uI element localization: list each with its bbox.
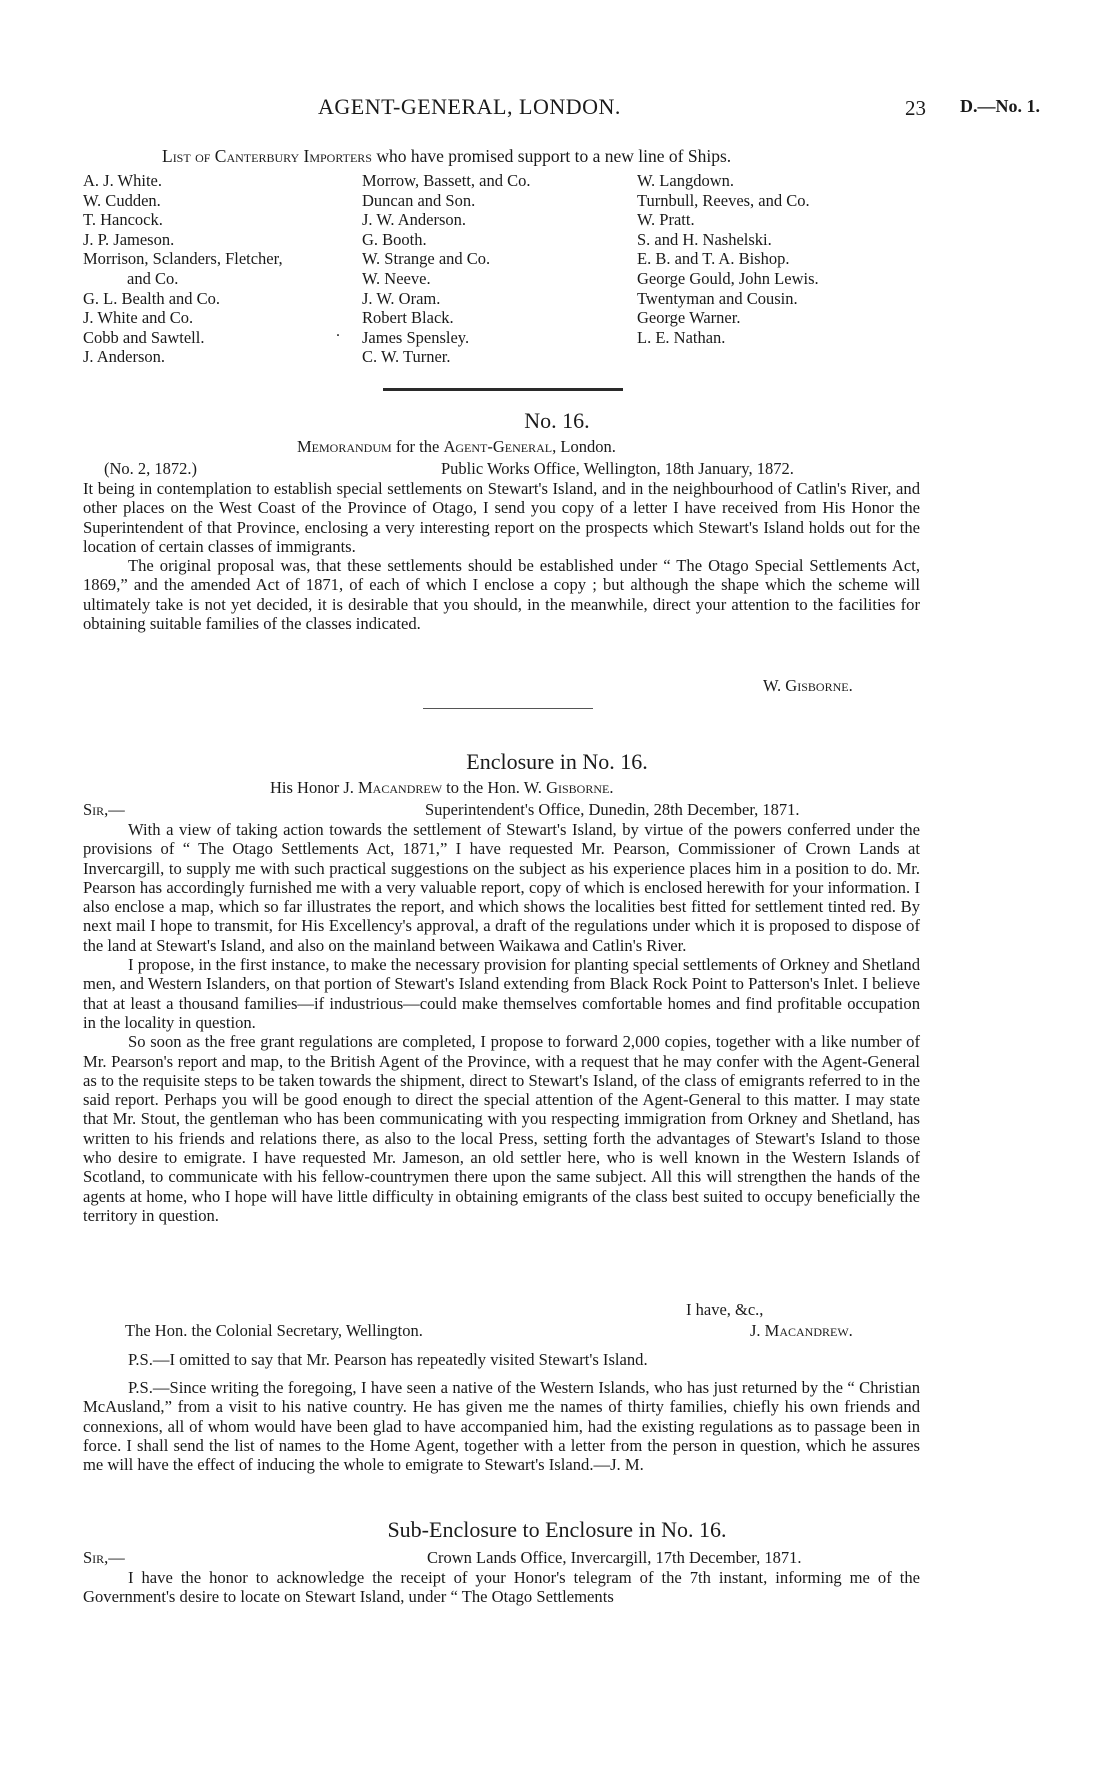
importer-name: J. W. Oram. xyxy=(362,288,441,308)
subenclosure-body xyxy=(83,1568,920,1607)
no16-body xyxy=(83,479,920,633)
enclosure-paragraph-2: I propose, in the first instance, to make the necessary provision for planting special settlements of Orkney and Shetland men, and Western Islanders, on that portion of Stewart's Island extending from Black Rock Point to Patterson's Inlet. I believe that at least a thousand families—if industrious—could make themselves comfortable homes and find profitable occupation in the locality in question. xyxy=(83,955,920,1032)
subenclosure-paragraph-1: I have the honor to acknowledge the receipt of your Honor's telegram of the 7th instant, informing me of the Government's desire to locate on Stewart Island, under “ The Otago Settlements xyxy=(83,1568,920,1607)
importer-name: E. B. and T. A. Bishop. xyxy=(637,249,790,269)
importer-name: T. Hancock. xyxy=(83,210,163,230)
importer-name: George Gould, John Lewis. xyxy=(637,268,819,288)
importer-name: Twentyman and Cousin. xyxy=(637,288,798,308)
enclosure-postscript-2: P.S.—Since writing the foregoing, I have seen a native of the Western Islands, who has just returned by the “ Christian McAusland,” from a visit to his native country. He has given me the names of thirty families, chiefly his own friends and connexions, all of whom would have been glad to have accompanied him, had the existing regulations as to passage been in force. I shall send the list of names to the Home Agent, together with a letter from the person in question, which he assures me will have the effect of inducing the whole to emigrate to Stewart's Island.—J. M. xyxy=(83,1378,920,1475)
enclosure-sub-b: to the Hon. W. xyxy=(446,778,542,797)
list-title-prefix: List of xyxy=(162,146,211,166)
importer-name: Robert Black. xyxy=(362,308,454,328)
enclosure-closing: I have, &c., xyxy=(686,1300,764,1319)
importer-name: W. Neeve. xyxy=(362,268,431,288)
subenclosure-heading: Sub-Enclosure to Enclosure in No. 16. xyxy=(387,1517,727,1542)
importer-name: Morrison, Sclanders, Fletcher, xyxy=(83,249,283,269)
gisborne-name: Gisborne. xyxy=(546,778,614,797)
enclosure-ps-2-block xyxy=(83,1378,920,1474)
enclosure-paragraph-3: So soon as the free grant regulations are completed, I propose to forward 2,000 copies, together with a like number of Mr. Pearson's report and map, to the British Agent of the Province, with a request that he may confer with the Agent-General as to the requisite steps to be taken towards the shipment, direct to Stewart's Island, of the class of emigrants referred to in the said report. Perhaps you will be good enough to direct the special attention of the Agent-General to this matter. I may state that Mr. Stout, the gentleman who has been communicating with you respecting immigration from Orkney and Shetland, has written to his friends and relations there, as also to the local Press, setting forth the advantages of Stewart's Island to those who desire to emigrate. I have requested Mr. Jameson, an old settler here, who is well known in the Western Islands of Scotland, to communicate with his fellow-countrymen there upon the same subject. All this will strengthen the hands of the agents at home, who I hope will have little difficulty in obtaining emigrants of the class best suited to occupy beneficially the territory in question. xyxy=(83,1032,920,1225)
importer-name: S. and H. Nashelski. xyxy=(637,229,772,249)
page-number: 23 xyxy=(905,96,926,120)
no16-reference: (No. 2, 1872.) xyxy=(104,459,198,478)
enclosure-signature: J. Macandrew. xyxy=(750,1321,853,1340)
importer-name: Morrow, Bassett, and Co. xyxy=(362,171,531,190)
section-divider xyxy=(423,708,593,709)
importer-name-continued: and Co. xyxy=(127,268,179,288)
no16-subheading xyxy=(297,437,616,457)
importer-name: W. Langdown. xyxy=(637,171,735,190)
importer-name: J. P. Jameson. xyxy=(83,229,175,249)
section-divider xyxy=(383,388,623,391)
enclosure-paragraph-1: With a view of taking action towards the settlement of Stewart's Island, by virtue of the powers conferred under the provisions of “ The Otago Settlements Act, 1871,” I have requested Mr. Pearson, Commissioner of Crown Lands at Invercargill, to supply me with such practical suggestions on the subject as his experience places him in a position to do. Mr. Pearson has accordingly furnished me with a very valuable report, copy of which is enclosed herewith for your information. I also enclose a map, which so far illustrates the report, and which shows the localities best fitted for settlement tinted red. By next mail I hope to transmit, for His Excellency's approval, a draft of the regulations under which it is proposed to dispose of the land at Stewart's Island, and also on the mainland between Waikawa and Catlin's River. xyxy=(83,820,920,955)
importers-column-1 xyxy=(83,171,283,367)
importer-name: G. L. Bealth and Co. xyxy=(83,288,221,308)
importer-name: J. White and Co. xyxy=(83,308,194,328)
importer-name: Turnbull, Reeves, and Co. xyxy=(637,190,810,210)
no16-paragraph-2: The original proposal was, that these settlements should be established under “ The Otago Special Settlements Act, 1869,” and the amended Act of 1871, of each of which I enclose a copy ; but although the shape which the scheme will ultimately take is not yet decided, it is desirable that you should, in the meanwhile, direct your attention to the facilities for obtaining suitable families of the classes indicated. xyxy=(83,556,920,634)
importer-name: W. Strange and Co. xyxy=(362,249,491,269)
page-header-title: AGENT-GENERAL, LONDON. xyxy=(318,94,621,119)
subheading-london: , London. xyxy=(552,437,616,456)
importer-name: George Warner. xyxy=(637,308,741,328)
importer-name: Cobb and Sawtell. xyxy=(83,327,205,347)
importers-column-3 xyxy=(637,171,819,347)
importer-name: A. J. White. xyxy=(83,171,162,190)
importer-name: J. Anderson. xyxy=(83,347,166,367)
importers-column-2 xyxy=(362,171,531,367)
importers-list-title xyxy=(162,146,731,167)
enclosure-salutation: Sir,— xyxy=(83,800,125,819)
stray-mark: . xyxy=(336,323,340,340)
importer-name: James Spensley. xyxy=(362,327,470,347)
subenclosure-dateline: Crown Lands Office, Invercargill, 17th December, 1871. xyxy=(427,1548,802,1567)
importer-name: Duncan and Son. xyxy=(362,190,476,210)
enclosure-ps-1-block xyxy=(83,1350,920,1369)
no16-paragraph-1: It being in contemplation to establish special settlements on Stewart's Island, and in the neighbourhood of Catlin's River, and other places on the West Coast of the Province of Otago, I send you copy of a letter I have received from His Honor the Superintendent of that Province, enclosing a very interesting report on the prospects which Stewart's Island holds out for the location of certain classes of immigrants. xyxy=(83,479,920,556)
subenclosure-salutation: Sir,— xyxy=(83,1548,125,1567)
list-title-importers: Canterbury Importers xyxy=(214,146,372,166)
importer-name: G. Booth. xyxy=(362,229,427,249)
importer-name: L. E. Nathan. xyxy=(637,327,726,347)
no16-dateline: Public Works Office, Wellington, 18th January, 1872. xyxy=(441,459,794,478)
enclosure-subheading xyxy=(270,778,613,798)
enclosure-dateline: Superintendent's Office, Dunedin, 28th December, 1871. xyxy=(425,800,800,819)
no16-signature: W. Gisborne. xyxy=(763,676,853,695)
importer-name: W. Cudden. xyxy=(83,190,161,210)
enclosure-postscript-1: P.S.—I omitted to say that Mr. Pearson has repeatedly visited Stewart's Island. xyxy=(128,1350,648,1369)
enclosure-addressee: The Hon. the Colonial Secretary, Wellington. xyxy=(125,1321,423,1340)
memorandum-label: Memorandum xyxy=(297,437,392,456)
enclosure-body xyxy=(83,820,920,1225)
enclosure-sub-a: His Honor J. xyxy=(270,778,354,797)
importer-name: C. W. Turner. xyxy=(362,347,451,367)
series-reference: D.—No. 1. xyxy=(960,96,1040,116)
importer-name: W. Pratt. xyxy=(637,210,695,230)
no16-heading: No. 16. xyxy=(524,408,590,433)
enclosure-heading: Enclosure in No. 16. xyxy=(466,749,648,774)
subheading-for-the: for the xyxy=(395,437,440,456)
list-title-suffix: who have promised support to a new line of Ships. xyxy=(376,146,732,166)
importer-name: J. W. Anderson. xyxy=(362,210,467,230)
agent-general-label: Agent-General xyxy=(443,437,553,456)
macandrew-name: Macandrew xyxy=(358,778,443,797)
